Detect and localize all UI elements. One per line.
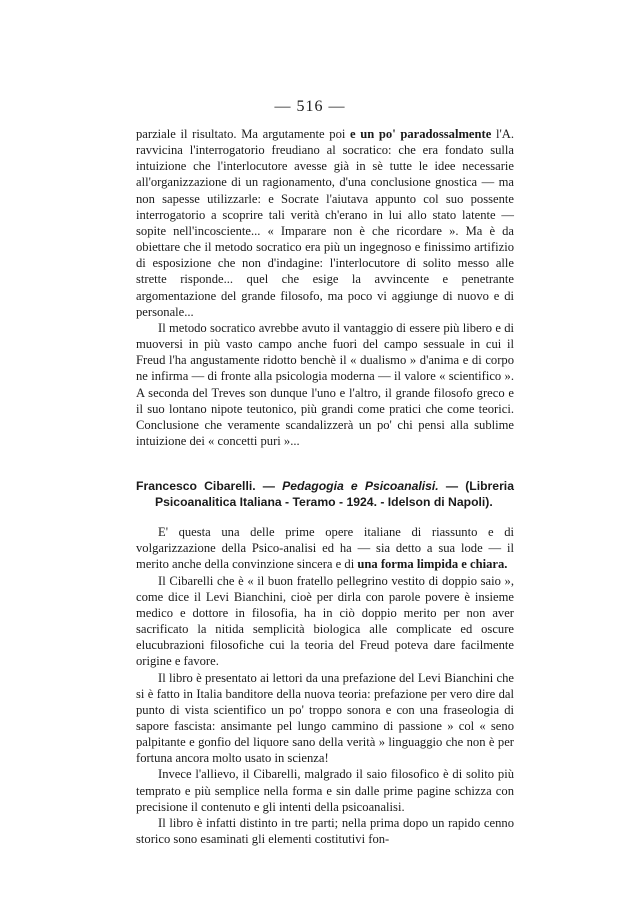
- review-p1-start: E' questa una delle prime opere italiane di riassunto e di volgarizzazione della Psico-analisi ed ha — sia detto a sua lode — il merito anche della convinzione sincera e di: [136, 525, 514, 572]
- article-paragraph-1: [136, 126, 514, 320]
- review-paragraph-2: Il Cibarelli che è « il buon fratello pellegrino vestito di doppio saio », come dice il Levi Bianchini, cioè per dirla con parole povere è insieme medico e dottore in filosofia, ha in ciò doppio merito per non aver sacrificato la nitida semplicità biologica alle complicate ed oscure elucubrazioni filosofiche cui la teoria del Freud poteva dare facilmente origine e favore.: [136, 573, 514, 669]
- page-number: — 516 —: [274, 98, 346, 115]
- review-author: Francesco Cibarelli.: [136, 479, 256, 494]
- review-heading-dash: —: [255, 479, 283, 494]
- article-paragraph-2: Il metodo socratico avrebbe avuto il vantaggio di essere più libero e di muoversi in più vasto campo anche fuori del campo sessuale in cui il Freud l'ha angustamente ridotto benchè il « dualismo » d'anima e di corpo ne infirma — di fronte alla psicologia moderna — il valore « scientifico ». A seconda del Treves son dunque l'uno e l'altro, il grande filosofo greco e il suo lontano nipote teutonico, più grandi come pratici che come teorici. Conclusione che veramente scandalizzerà un po' chi pensi alla sublime intuizione dei « concetti puri »...: [136, 320, 514, 448]
- review-paragraph-1: [136, 524, 514, 572]
- review-heading: [136, 478, 514, 510]
- review-paragraph-3: Il libro è presentato ai lettori da una prefazione del Levi Bianchini che si è fatto in Italia banditore della nuova teoria: prefazione per vero dire dal punto di vista scientifico un po' troppo sonora e con una fraseologia di sapore fascista: ansimante pel lungo cammino di passione » col « seno palpitante e gonfio del liquore sano della verità » linguaggio che non è per fortuna ancora molto usato in scienza!: [136, 670, 514, 766]
- article-p1-emphasis: e un po' paradossalmente: [350, 127, 492, 141]
- article-p1-rest: l'A. ravvicina l'interrogatorio freudiano al socratico: che era fondato sulla intuizione che l'interlocutore avesse già in sè tutte le idee necessarie all'organizzazione di un ragionamento, d'una conclusione gnostica — ma non sapesse utilizzarle: e Socrate l'aiutava appunto col suo possente interrogatorio a scoprire tali verità ch'erano in lui allo stato latente — sopite nell'incosciente... « Imparare non è che ricordare ». Ma è da obiettare che il metodo socratico era più un ingegnoso e finissimo artifizio di esposizione che non d'indagine: l'interlocutore di solito messo alle strette risponde... quel che esige la avvincente e penetrante argomentazione del grande filosofo, ma poco vi aggiunge di nuovo e di personale...: [136, 127, 514, 319]
- review-paragraph-5: Il libro è infatti distinto in tre parti; nella prima dopo un rapido cenno storico sono esaminati gli elementi costitutivi fon-: [136, 815, 514, 847]
- review-publisher: — (Libreria Psicoanalitica Italiana - Teramo - 1924. - Idelson di Napoli).: [155, 479, 514, 510]
- text-block: [136, 126, 514, 847]
- review-book-title: Pedagogia e Psicoanalisi.: [282, 479, 439, 494]
- review-p1-emphasis: una forma limpida e chiara.: [357, 557, 508, 572]
- article-p1-start: parziale il risultato. Ma argutamente poi: [136, 127, 351, 141]
- review-paragraph-4: Invece l'allievo, il Cibarelli, malgrado il saio filosofico è di solito più temprato e più semplice nella forma e sin dalle prime pagine schizza con precisione il contenuto e gli intenti della psicoanalisi.: [136, 767, 514, 814]
